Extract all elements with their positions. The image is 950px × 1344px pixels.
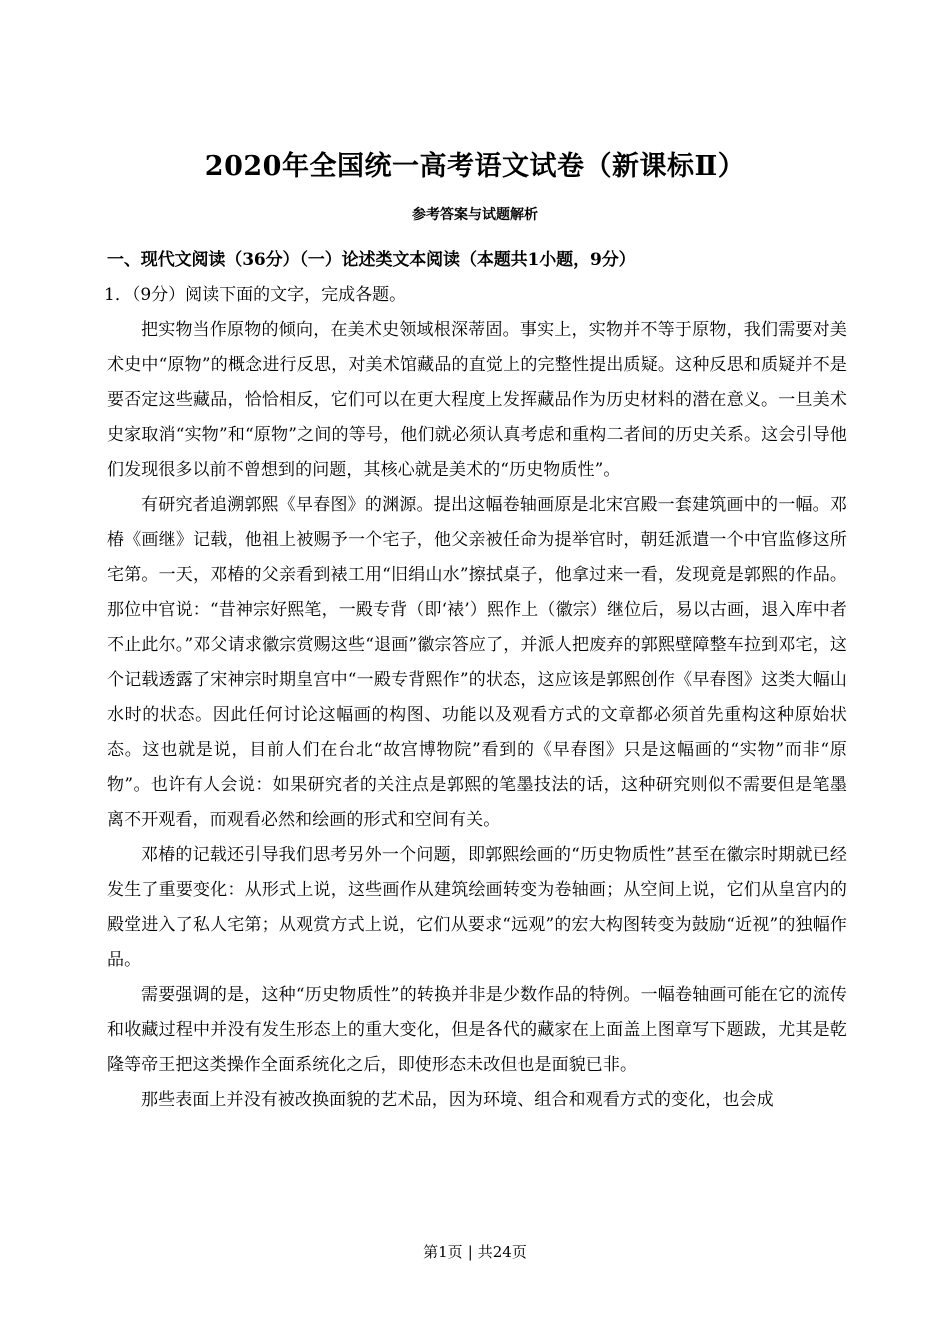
section-heading: 一、现代文阅读（36分）（一）论述类文本阅读（本题共1小题，9分） (107, 250, 636, 270)
document-body (104, 243, 847, 1118)
body-paragraph: 邓椿的记载还引导我们思考另外一个问题，即郭熙绘画的“历史物质性”甚至在徽宗时期就已经发生了重要变化：从形式上说，这些画作从建筑绘画转变为卷轴画；从空间上说，它们从皇宫内的殿堂进入了私人宅第；从观赏方式上说，它们从要求“远观”的宏大构图转变为鼓励“近视”的独幅作品。 (107, 845, 847, 970)
question-prompt: 1．（9分）阅读下面的文字，完成各题。 (104, 285, 407, 305)
footer-total-pages: 共24页 (477, 1243, 527, 1261)
page-title: 2020年全国统一高考语文试卷（新课标Ⅱ） (204, 151, 746, 182)
page-footer (0, 1240, 950, 1264)
body-paragraph: 有研究者追溯郭熙《早春图》的渊源。提出这幅卷轴画原是北宋宫殿一套建筑画中的一幅。邓椿《画继》记载，他祖上被赐予一个宅子，他父亲被任命为提举官时，朝廷派遣一个中官监修这所宅第。一天，邓椿的父亲看到裱工用“旧绢山水”擦拭桌子，他拿过来一看，发现竟是郭熙的作品。那位中官说：“昔神宗好熙笔，一殿专背（即‘裱’）熙作上（徽宗）继位后，易以古画，退入库中者不止此尔。”邓父请求徽宗赏赐这些“退画”徽宗答应了，并派人把废弃的郭熙壁障整车拉到邓宅，这个记载透露了宋神宗时期皇宫中“一殿专背熙作”的状态，这应该是郭熙创作《早春图》这类大幅山水时的状态。因此任何讨论这幅画的构图、功能以及观看方式的文章都必须首先重构这种原始状态。这也就是说，目前人们在台北“故宫博物院”看到的《早春图》只是这幅画的“实物”而非“原物”。也许有人会说：如果研究者的关注点是郭熙的笔墨技法的话，这种研究则似不需要但是笔墨离不开观看，而观看必然和绘画的形式和空间有关。 (107, 495, 847, 830)
body-paragraph: 把实物当作原物的倾向，在美术史领域根深蒂固。事实上，实物并不等于原物，我们需要对美术史中“原物”的概念进行反思，对美术馆藏品的直觉上的完整性提出质疑。这种反思和质疑并不是要否定这些藏品，恰恰相反，它们可以在更大程度上发挥藏品作为历史材料的潜在意义。一旦美术史家取消“实物”和“原物”之间的等号，他们就必须认真考虑和重构二者间的历史关系。这会引导他们发现很多以前不曾想到的问题，其核心就是美术的“历史物质性”。 (107, 320, 847, 480)
body-paragraph: 那些表面上并没有被改换面貌的艺术品，因为环境、组合和观看方式的变化，也会成 (141, 1090, 774, 1110)
footer-current-page: 第1页 (423, 1243, 463, 1261)
footer-separator: | (467, 1243, 473, 1261)
body-paragraph: 需要强调的是，这种“历史物质性”的转换并非是少数作品的特例。一幅卷轴画可能在它的流传和收藏过程中并没有发生形态上的重大变化，但是各代的藏家在上面盖上图章写下题跋，尤其是乾隆等帝王把这类操作全面系统化之后，即使形态未改但也是面貌已非。 (107, 985, 847, 1075)
document-subtitle: 参考答案与试题解析 (412, 207, 538, 223)
